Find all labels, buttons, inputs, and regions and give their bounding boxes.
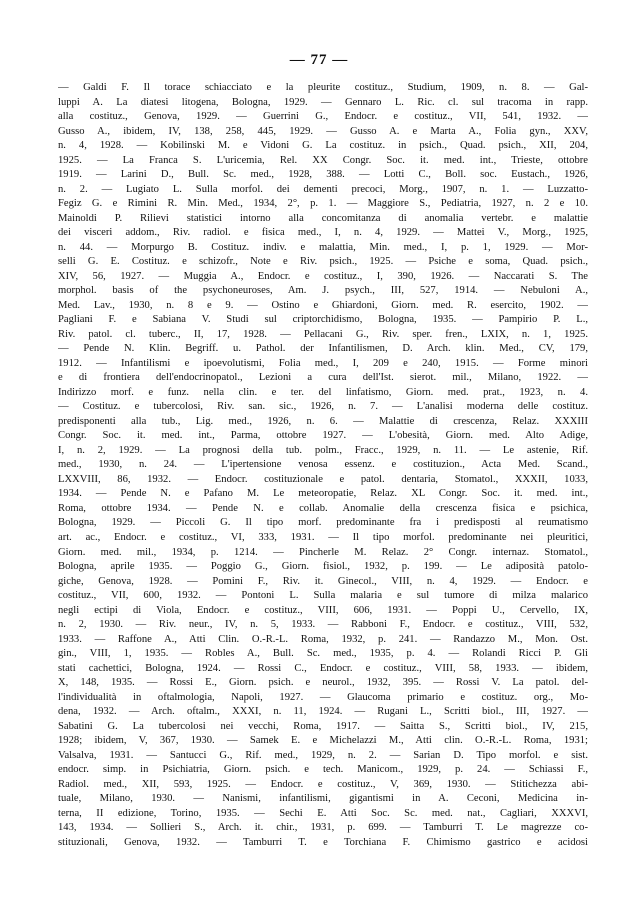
- text-line: n. 2. — Lugiato L. Sulla morfol. dei dementi precoci, Morg., 1907, n. 1. — Luzzatto-: [58, 183, 588, 195]
- text-line: Sabatini G. La tubercolosi nei vecchi, Roma, 1917. — Saitta S., Scritti biol., IV, 215,: [58, 720, 588, 732]
- text-line: Bologna, aprile 1935. — Poggio G., Giorn. fisiol., 1932, p. 199. — Le adiposità patolo-: [58, 561, 588, 573]
- text-line: e di frontiera dell'endocrinopatol., Lezioni a cura dell'Ist. sierot. mil., Milano, 1922. —: [58, 372, 588, 384]
- text-line: dena, 1932. — Arch. oftalm., XXXI, n. 11, 1924. — Rugani L., Scritti biol., III, 1927. —: [58, 706, 588, 718]
- text-line: alla costituz., Genova, 1929. — Guerrini G., Endocr. e costituz., VII, 541, 1932. —: [58, 111, 588, 123]
- text-line: stati cachettici, Bologna, 1924. — Rossi C., Endocr. e costituz., VIII, 58, 1933. — ibidem,: [58, 662, 588, 674]
- text-line: predisponenti alla tub., Lig. med., 1926, n. 6. — Malattie di crescenza, Relaz. XXXIII: [58, 415, 588, 427]
- text-line: n. 4, 1928. — Kobilinski M. e Vidoni G. La costituz. in psich., Quad. psich., XII, 204,: [58, 140, 588, 152]
- text-line: Fegiz G. e Rimini R. Min. Med., 1934, 2°, p. 1. — Maggiore S., Pediatria, 1927, n. 2 e 10.: [58, 198, 588, 210]
- text-line: 1934. — Pende N. e Pafano M. Le meteoropatie, Relaz. XL Congr. Soc. it. med. int.,: [58, 488, 588, 500]
- bibliography-text: [58, 81, 588, 850]
- text-line: 1928; ibidem, V, 367, 1930. — Samek E. e Michelazzi M., Atti clin. O.-R.-L. Roma, 1931;: [58, 735, 588, 747]
- text-line: Giorn. med. mil., 1934, p. 1214. — Pincherle M. Relaz. 2° Congr. internaz. Stomatol.,: [58, 546, 588, 558]
- text-line: l'individualità in oftalmologia, Napoli, 1927. — Glaucoma primario e costituz. org., Mo-: [58, 691, 588, 703]
- text-line: gin., VIII, 1, 1935. — Robles A., Bull. Sc. med., 1935, p. 4. — Rolandi Ricci P. Gli: [58, 648, 588, 660]
- text-line: negli ectipi di Viola, Endocr. e costituz., VIII, 606, 1931. — Poppi U., Cervello, IX,: [58, 604, 588, 616]
- text-line: 1912. — Infantilismi e ipoevolutismi, Folia med., I, 209 e 240, 1915. — Forme minori: [58, 357, 588, 369]
- text-line: — Pende N. Klin. Begriff. u. Pathol. der Infantilismen, D. Arch. klin. Med., CV, 179,: [58, 343, 588, 355]
- text-line: — Costituz. e tubercolosi, Riv. san. sic., 1926, n. 7. — L'analisi moderna delle costituz.: [58, 401, 588, 413]
- text-line: X, 148, 1935. — Rossi E., Giorn. psich. e neurol., 1932, 395. — Rossi V. La patol. del-: [58, 677, 588, 689]
- text-line: n. 44. — Morpurgo B. Costituz. indiv. e malattia, Min. med., I, p. 1, 1929. — Mor-: [58, 241, 588, 253]
- text-line: 143, 1934. — Sollieri S., Arch. it. chir., 1931, p. 699. — Tamburri T. Le magrezze co-: [58, 822, 588, 834]
- text-line: XIV, 56, 1927. — Muggia A., Endocr. e costituz., I, 390, 1926. — Naccarati S. The: [58, 270, 588, 282]
- text-line: Mainoldi P. Rilievi statistici intorno alla concomitanza di anomalia vertebr. e malattie: [58, 212, 588, 224]
- text-line: — Galdi F. Il torace schiacciato e la pleurite costituz., Studium, 1909, n. 8. — Gal-: [58, 82, 588, 93]
- text-line: morphol. basis of the psychoneuroses, Am. J. psych., III, 527, 1914. — Nebuloni A.,: [58, 285, 588, 297]
- text-line: Valsalva, 1931. — Santucci G., Rif. med., 1929, n. 2. — Sarian D. Tipo morfol. e sist.: [58, 749, 588, 761]
- text-line: costituz., VII, 600, 1932. — Pontoni L. Sulla malaria e sul tumore di milza malarico: [58, 590, 588, 602]
- text-line: terna, II edizione, Torino, 1935. — Sechi E. Atti Soc. Sc. med. nat., Cagliari, XXXVI,: [58, 807, 588, 819]
- text-line: n. 2, 1930. — Riv. neur., IV, n. 5, 1933. — Rabboni F., Endocr. e costituz., VIII, 532,: [58, 619, 588, 631]
- text-line: Gusso A., ibidem, IV, 138, 258, 445, 1929. — Gusso A. e Marta A., Folia gyn., XXV,: [58, 125, 588, 137]
- text-line: giche, Genova, 1928. — Pomini F., Riv. it. Ginecol., VIII, n. 4, 1929. — Endocr. e: [58, 575, 588, 587]
- text-line: Roma, ottobre 1934. — Pende N. e collab. Anomalie della crescenza fisica e psichica,: [58, 502, 588, 514]
- text-line: selli G. E. Costituz. e schizofr., Note e Riv. psich., 1925. — Psiche e soma, Quad. psich.,: [58, 256, 588, 268]
- text-line: 1933. — Raffone A., Atti Clin. O.-R.-L. Roma, 1932, p. 241. — Randazzo M., Mon. Ost.: [58, 633, 588, 645]
- text-line: tuale, Milano, 1930. — Nanismi, infantilismi, gigantismi in A. Ceconi, Medicina in-: [58, 793, 588, 805]
- text-line: luppi A. La diatesi litogena, Bologna, 1929. — Gennaro L. Ric. cl. sul tracoma in rapp.: [58, 96, 588, 108]
- text-line: Radiol. med., XII, 593, 1925. — Endocr. e costituz., V, 369, 1930. — Stitichezza abi-: [58, 778, 588, 790]
- text-line: med., 1930, n. 24. — L'ipertensione venosa essenz. e costituzion., Acta Med. Scand.,: [58, 459, 588, 471]
- page-number: — 77 —: [289, 52, 349, 68]
- text-line: endocr. simp. in Psichiatria, Giorn. psich. e tech. Manicom., 1929, p. 24. — Schiassi F.,: [58, 764, 588, 776]
- text-line: Indirizzo morf. e funz. nella clin. e ter. del linfatismo, Giorn. med. prat., 1923, n. 4.: [58, 386, 588, 398]
- text-line: I, n. 2, 1929. — La prognosi della tub. polm., Fracc., 1929, n. 11. — Le astenie, Rif.: [58, 444, 588, 456]
- text-line: stituzionali, Genova, 1932. — Tamburri T. e Torchiana F. Chimismo gastrico e acidosi: [58, 836, 588, 848]
- text-line: LXXVIII, 86, 1932. — Endocr. costituzionale e patol. dentaria, Stomatol., XXXII, 1033,: [58, 473, 588, 485]
- text-line: Congr. Soc. it. med. int., Parma, ottobre 1927. — L'obesità, Giorn. med. Alto Adige,: [58, 430, 588, 442]
- text-line: art. ac., Endocr. e costituz., VI, 333, 1931. — Il tipo morfol. predominante nei pleuritici,: [58, 531, 588, 543]
- text-line: Bologna, 1929. — Piccoli G. Il tipo morf. predominante fra i predisposti al reumatismo: [58, 517, 588, 529]
- text-line: 1919. — Larini D., Bull. Sc. med., 1928, 388. — Lotti C., Boll. soc. Eustach., 1926,: [58, 169, 588, 181]
- text-line: Riv. patol. cl. tuberc., II, 17, 1928. — Pellacani G., Riv. sper. fren., LXIX, n. 1, 1925.: [58, 328, 588, 340]
- text-line: Pagliani F. e Sabiana V. Studi sul criptorchidismo, Bologna, 1935. — Pampirio P. L.,: [58, 314, 588, 326]
- text-line: Med. Lav., 1930, n. 8 e 9. — Ostino e Ghiardoni, Giorn. med. R. esercito, 1902. —: [58, 299, 588, 311]
- text-line: 1925. — La Franca S. L'uricemia, Rel. XX Congr. Soc. it. med. int., Trieste, ottobre: [58, 154, 588, 166]
- text-line: dei visceri addom., Riv. radiol. e fisica med., I, n. 4, 1929. — Mattei V., Morg., 1925,: [58, 227, 588, 239]
